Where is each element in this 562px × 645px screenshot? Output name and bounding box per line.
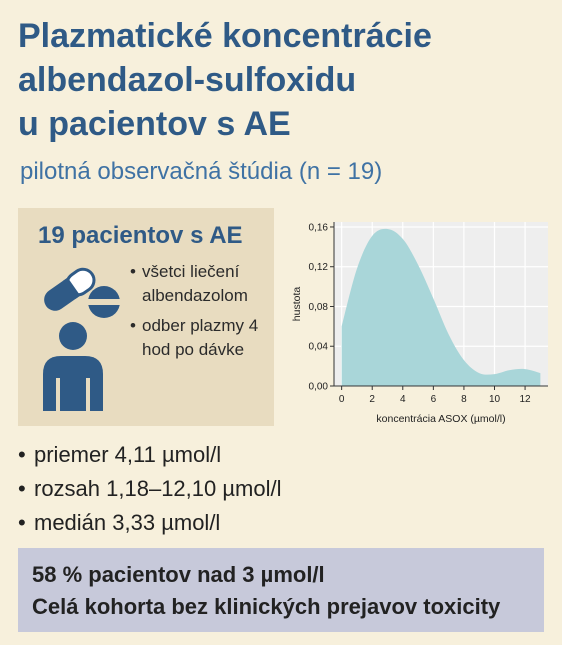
page-title: Plazmatické koncentrácie albendazol-sulfoxidu u pacientov s AE: [18, 17, 432, 143]
y-tick-label: 0,16: [308, 222, 328, 234]
patients-card: [18, 208, 274, 426]
stats-list: [18, 438, 282, 540]
tablet-icon: [88, 286, 120, 318]
stat-range: • rozsah 1,18–12,10 µmol/l: [18, 472, 282, 506]
y-tick-label: 0,04: [308, 341, 328, 353]
card-bullet: • všetci liečení albendazolom: [130, 260, 270, 308]
page-subtitle: pilotná observačná štúdia (n = 19): [20, 158, 383, 185]
card-bullet: • odber plazmy 4 hod po dávke: [130, 314, 270, 362]
y-axis-label: hustota: [291, 286, 303, 322]
stat-median: • medián 3,33 µmol/l: [18, 506, 282, 540]
card-bullets: [130, 260, 270, 368]
card-title: 19 pacientov s AE: [38, 222, 243, 249]
summary-line-2: Celá kohorta bez klinických prejavov toxicity: [32, 594, 501, 619]
x-tick-label: 4: [400, 394, 406, 405]
x-tick-label: 10: [488, 394, 501, 405]
x-tick-label: 2: [369, 394, 375, 405]
x-tick-label: 12: [519, 394, 531, 405]
x-axis-label: koncentrácia ASOX (µmol/l): [376, 413, 506, 425]
y-tick-label: 0,00: [308, 381, 328, 393]
x-tick-label: 8: [461, 394, 467, 405]
person-icon: [38, 316, 108, 416]
x-tick-label: 6: [430, 394, 437, 405]
density-chart: [290, 214, 556, 436]
y-tick-label: 0,08: [308, 301, 328, 313]
y-tick-label: 0,12: [308, 262, 328, 274]
stat-mean: • priemer 4,11 µmol/l: [18, 438, 282, 472]
density-chart-svg: [290, 214, 556, 436]
x-tick-label: 0: [338, 394, 345, 405]
pill-icon: [38, 262, 128, 322]
summary-line-1: 58 % pacientov nad 3 µmol/l: [32, 562, 325, 587]
summary-box: [18, 548, 544, 632]
